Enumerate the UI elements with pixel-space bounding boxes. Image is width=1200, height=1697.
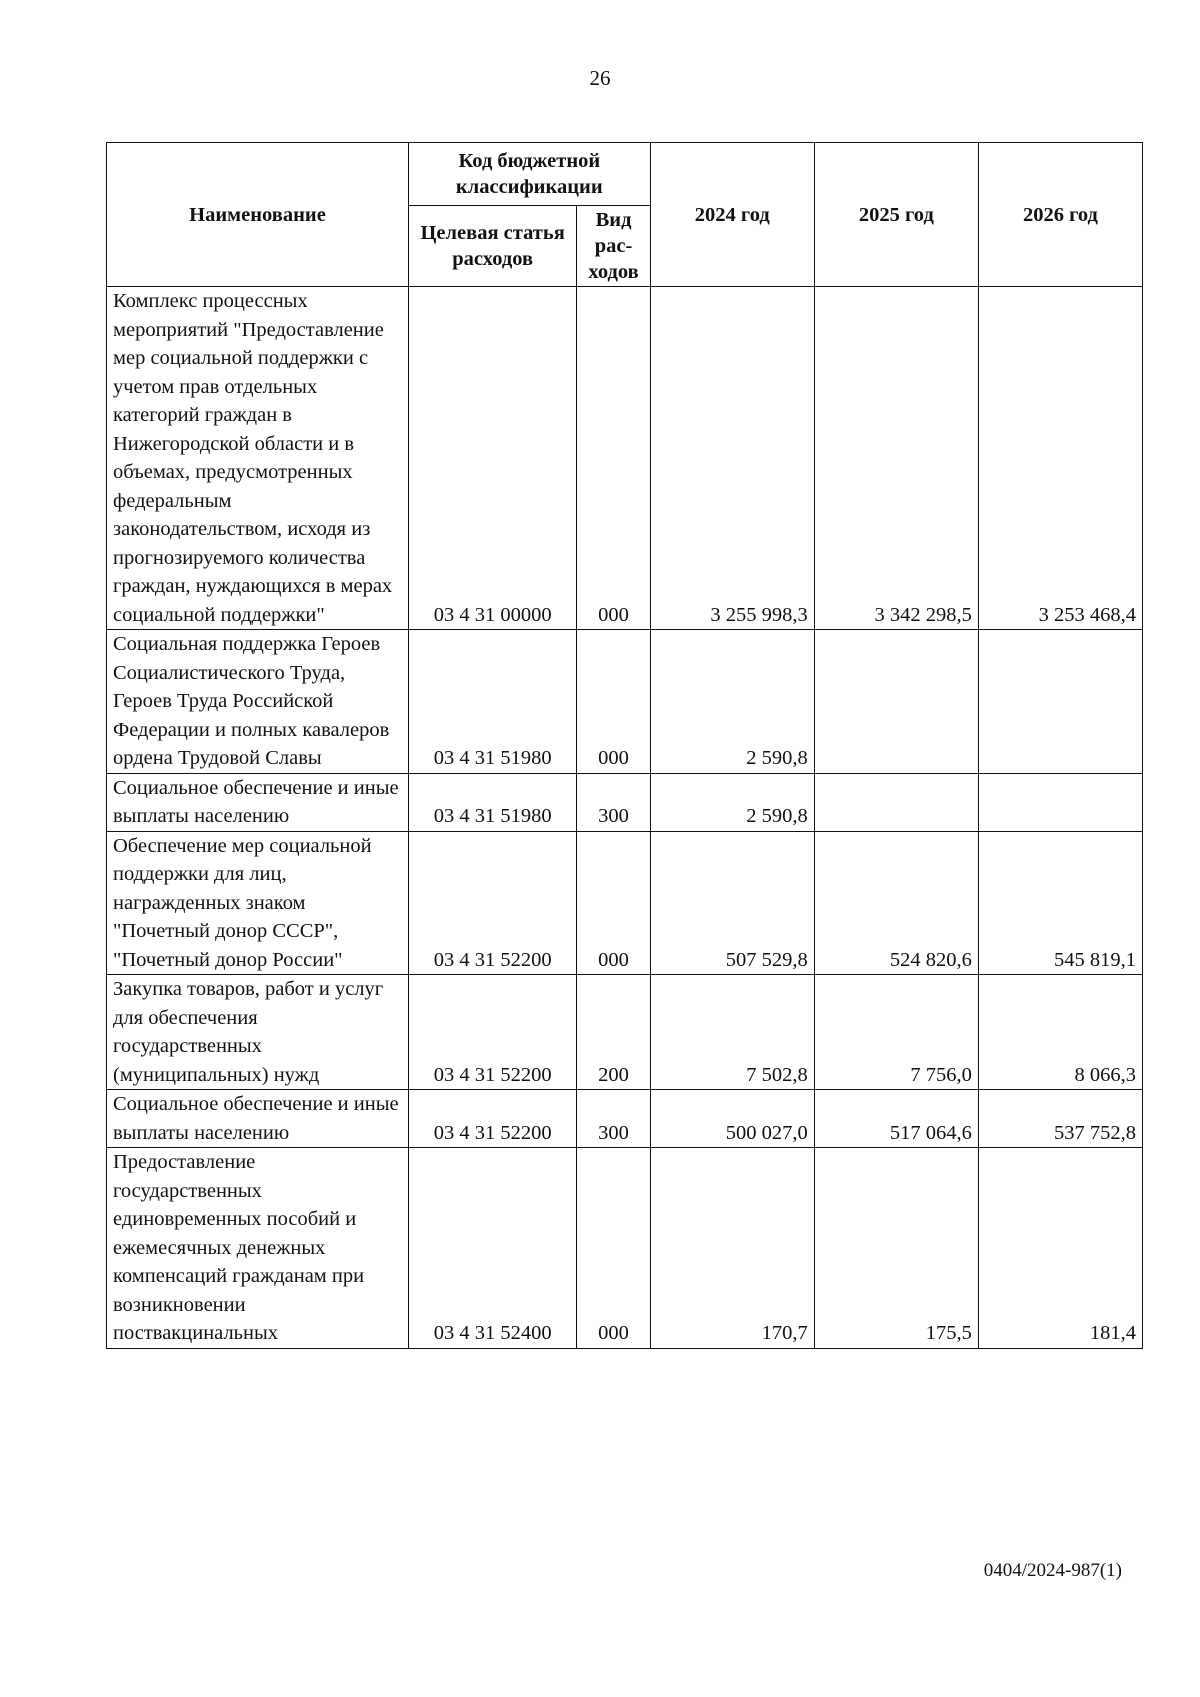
row-name: Предоставление государственных единовременных пособий и ежемесячных денежных компенсаций гражданам при возникновении поствакцинальных [107, 1148, 409, 1349]
row-amount-2024: 507 529,8 [650, 831, 814, 975]
row-target-article: 03 4 31 51980 [408, 630, 576, 774]
row-amount-2025: 517 064,6 [814, 1090, 978, 1148]
row-amount-2024: 2 590,8 [650, 773, 814, 831]
header-budget-code-group: Код бюджетной классификации [408, 143, 650, 206]
row-amount-2025 [814, 630, 978, 774]
row-target-article: 03 4 31 00000 [408, 287, 576, 630]
row-target-article: 03 4 31 52200 [408, 1090, 576, 1148]
row-name: Закупка товаров, работ и услуг для обеспечения государственных (муниципальных) нужд [107, 975, 409, 1090]
row-name: Комплекс процессных мероприятий "Предоставление мер социальной поддержки с учетом прав отдельных категорий граждан в Нижегородской области и в объемах, предусмотренных федеральным законодательством, исходя из прогнозируемого количества граждан, нуждающихся в мерах социальной поддержки" [107, 287, 409, 630]
table-row [107, 1090, 1143, 1148]
row-expense-type: 000 [577, 630, 650, 774]
row-amount-2026: 537 752,8 [978, 1090, 1142, 1148]
row-amount-2025: 3 342 298,5 [814, 287, 978, 630]
row-target-article: 03 4 31 51980 [408, 773, 576, 831]
table-row [107, 287, 1143, 630]
table-body [107, 287, 1143, 1349]
table-row [107, 831, 1143, 975]
row-name: Социальная поддержка Героев Социалистического Труда, Героев Труда Российской Федерации и полных кавалеров ордена Трудовой Славы [107, 630, 409, 774]
row-amount-2025: 7 756,0 [814, 975, 978, 1090]
row-amount-2026 [978, 773, 1142, 831]
row-expense-type: 300 [577, 773, 650, 831]
row-name: Социальное обеспечение и иные выплаты населению [107, 1090, 409, 1148]
row-name: Обеспечение мер социальной поддержки для лиц, награжденных знаком "Почетный донор СССР", "Почетный донор России" [107, 831, 409, 975]
table-row [107, 975, 1143, 1090]
row-expense-type: 000 [577, 1148, 650, 1349]
row-amount-2024: 7 502,8 [650, 975, 814, 1090]
row-expense-type: 000 [577, 831, 650, 975]
row-amount-2024: 3 255 998,3 [650, 287, 814, 630]
row-amount-2026: 181,4 [978, 1148, 1142, 1349]
row-expense-type: 000 [577, 287, 650, 630]
budget-table [106, 142, 1143, 1349]
document-registration-code: 0404/2024-987(1) [983, 1560, 1122, 1581]
row-target-article: 03 4 31 52200 [408, 831, 576, 975]
header-year-2025: 2025 год [814, 143, 978, 287]
header-target-article: Целевая статья расходов [408, 206, 576, 287]
row-expense-type: 200 [577, 975, 650, 1090]
row-amount-2026: 3 253 468,4 [978, 287, 1142, 630]
row-amount-2026: 8 066,3 [978, 975, 1142, 1090]
row-name: Социальное обеспечение и иные выплаты населению [107, 773, 409, 831]
row-amount-2025 [814, 773, 978, 831]
row-amount-2024: 170,7 [650, 1148, 814, 1349]
table-header [107, 143, 1143, 287]
page-number: 26 [589, 66, 611, 90]
row-amount-2024: 2 590,8 [650, 630, 814, 774]
row-target-article: 03 4 31 52400 [408, 1148, 576, 1349]
header-expense-type: Вид рас-ходов [577, 206, 650, 287]
row-amount-2025: 524 820,6 [814, 831, 978, 975]
row-amount-2026: 545 819,1 [978, 831, 1142, 975]
table-row [107, 630, 1143, 774]
table-row [107, 1148, 1143, 1349]
row-amount-2026 [978, 630, 1142, 774]
row-expense-type: 300 [577, 1090, 650, 1148]
header-year-2024: 2024 год [650, 143, 814, 287]
header-name: Наименование [107, 143, 409, 287]
row-target-article: 03 4 31 52200 [408, 975, 576, 1090]
header-year-2026: 2026 год [978, 143, 1142, 287]
row-amount-2024: 500 027,0 [650, 1090, 814, 1148]
row-amount-2025: 175,5 [814, 1148, 978, 1349]
table-row [107, 773, 1143, 831]
